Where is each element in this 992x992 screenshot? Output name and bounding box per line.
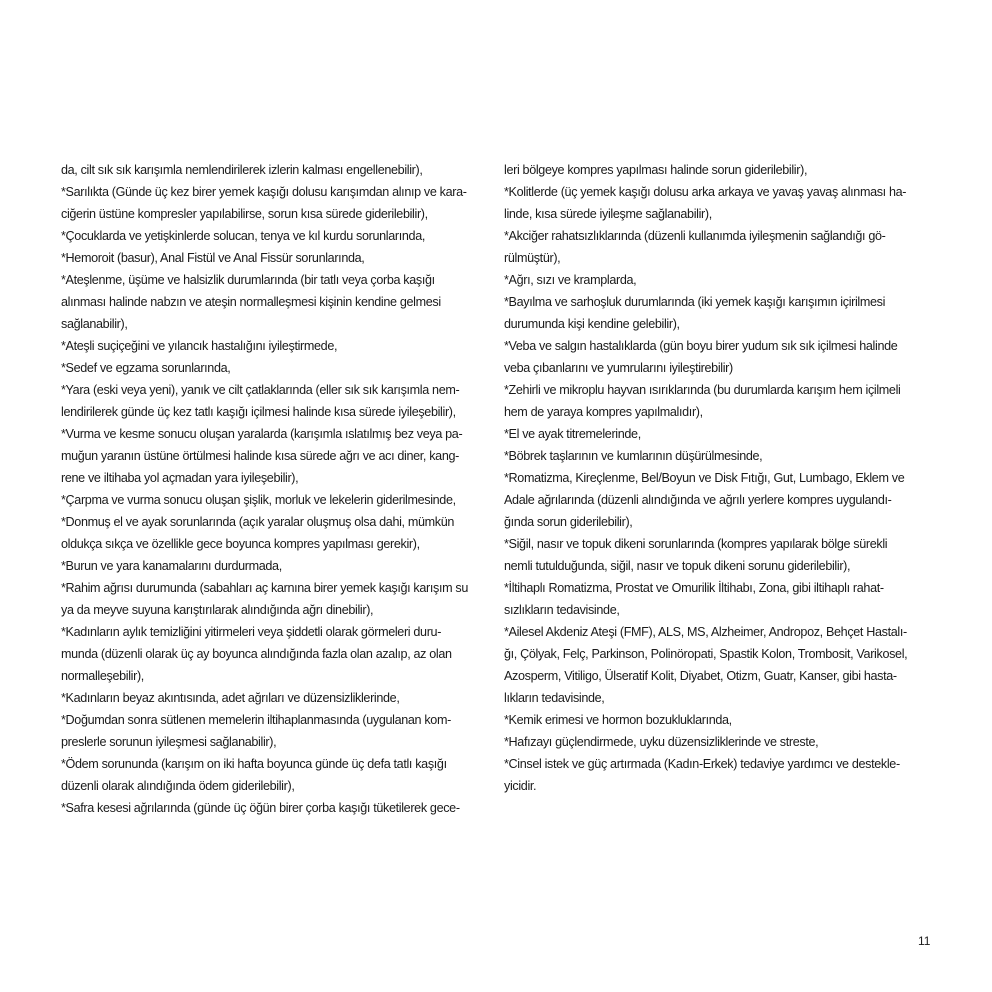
text-line: yicidir. [504,779,537,793]
text-line: *Kadınların aylık temizliğini yitirmeleri veya şiddetli olarak görmeleri duru- [61,625,442,639]
text-line: ya da meyve suyuna karıştırılarak alındığında ağrı dinebilir), [61,603,374,617]
text-line: *Donmuş el ve ayak sorunlarında (açık yaralar oluşmuş olsa dahi, mümkün [61,515,455,529]
text-line: Adale ağrılarında (düzenli alındığında ve ağrılı yerlere kompres uygulandı- [504,493,892,507]
text-line: düzenli olarak alındığında ödem giderilebilir), [61,779,295,793]
text-line: *Ateşlenme, üşüme ve halsizlik durumlarında (bir tatlı veya çorba kaşığı [61,273,435,287]
text-line: *Veba ve salgın hastalıklarda (gün boyu birer yudum sık sık içilmesi halinde [504,339,898,353]
text-line: leri bölgeye kompres yapılması halinde sorun giderilebilir), [504,163,808,177]
text-line: *El ve ayak titremelerinde, [504,427,641,441]
text-line: Azosperm, Vitiligo, Ülseratif Kolit, Diyabet, Otizm, Guatr, Kanser, gibi hasta- [504,669,897,683]
text-line: da, cilt sık sık karışımla nemlendirilerek izlerin kalması engellenebilir), [61,163,423,177]
text-line: *Böbrek taşlarının ve kumlarının düşürülmesinde, [504,449,763,463]
text-line: *Ailesel Akdeniz Ateşi (FMF), ALS, MS, Alzheimer, Andropoz, Behçet Hastalı- [504,625,907,639]
text-line: *Sarılıkta (Günde üç kez birer yemek kaşığı dolusu karışımdan alınıp ve kara- [61,185,467,199]
text-line: oldukça sıkça ve özellikle gece boyunca kompres yapılması gerekir), [61,537,420,551]
text-line: *Kemik erimesi ve hormon bozukluklarında, [504,713,732,727]
text-line: *Rahim ağrısı durumunda (sabahları aç karnına birer yemek kaşığı karışım su [61,581,469,595]
text-line: *Zehirli ve mikroplu hayvan ısırıklarında (bu durumlarda karışım hem içilmeli [504,383,901,397]
text-line: *Doğumdan sonra sütlenen memelerin iltihaplanmasında (uygulanan kom- [61,713,451,727]
text-line: nemli tutulduğunda, siğil, nasır ve topuk dikeni sorunu giderilebilir), [504,559,851,573]
text-line: *Cinsel istek ve güç artırmada (Kadın-Erkek) tedaviye yardımcı ve destekle- [504,757,900,771]
text-line: hem de yaraya kompres yapılmalıdır), [504,405,703,419]
text-line: sağlanabilir), [61,317,128,331]
right-text-column [504,159,932,797]
text-line: veba çıbanlarını ve yumrularını iyileştirebilir) [504,361,733,375]
text-line: rülmüştür), [504,251,561,265]
text-line: *Yara (eski veya yeni), yanık ve cilt çatlaklarında (eller sık sık karışımla nem- [61,383,460,397]
text-line: muğun yaranın üstüne örtülmesi halinde kısa sürede ağrı ve acı diner, kang- [61,449,459,463]
text-line: *Akciğer rahatsızlıklarında (düzenli kullanımda iyileşmenin sağlandığı gö- [504,229,886,243]
text-line: *Kadınların beyaz akıntısında, adet ağrıları ve düzensizliklerinde, [61,691,400,705]
text-line: ciğerin üstüne kompresler yapılabilirse, sorun kısa sürede giderilebilir), [61,207,428,221]
text-line: normalleşebilir), [61,669,144,683]
text-line: *Sedef ve egzama sorunlarında, [61,361,231,375]
text-line: *Ağrı, sızı ve kramplarda, [504,273,637,287]
text-line: *Kolitlerde (üç yemek kaşığı dolusu arka arkaya ve yavaş yavaş alınması ha- [504,185,907,199]
text-line: *Bayılma ve sarhoşluk durumlarında (iki yemek kaşığı karışımın içirilmesi [504,295,886,309]
text-line: *Çarpma ve vurma sonucu oluşan şişlik, morluk ve lekelerin giderilmesinde, [61,493,456,507]
text-line: alınması halinde nabzın ve ateşin normalleşmesi kişinin kendine gelmesi [61,295,441,309]
text-line: *Ateşli suçiçeğini ve yılancık hastalığını iyileştirmede, [61,339,338,353]
text-line: *Vurma ve kesme sonucu oluşan yaralarda (karışımla ıslatılmış bez veya pa- [61,427,463,441]
text-line: *Ödem sorununda (karışım on iki hafta boyunca günde üç defa tatlı kaşığı [61,757,447,771]
page-number: 11 [918,934,931,948]
text-line: linde, kısa sürede iyileşme sağlanabilir), [504,207,712,221]
text-line: *Hafızayı güçlendirmede, uyku düzensizliklerinde ve streste, [504,735,819,749]
text-line: munda (düzenli olarak üç ay boyunca alındığında fazla olan azalıp, az olan [61,647,452,661]
text-line: rene ve iltihaba yol açmadan yara iyileşebilir), [61,471,299,485]
text-line: lıkların tedavisinde, [504,691,605,705]
text-line: *Çocuklarda ve yetişkinlerde solucan, tenya ve kıl kurdu sorunlarında, [61,229,426,243]
text-line: durumunda kişi kendine gelebilir), [504,317,680,331]
text-line: *Siğil, nasır ve topuk dikeni sorunlarında (kompres yapılarak bölge sürekli [504,537,888,551]
text-line: *Burun ve yara kanamalarını durdurmada, [61,559,282,573]
text-line: *Safra kesesi ağrılarında (günde üç öğün birer çorba kaşığı tüketilerek gece- [61,801,460,815]
text-line: sızlıkların tedavisinde, [504,603,620,617]
text-line: ğı, Çölyak, Felç, Parkinson, Polinöropati, Spastik Kolon, Trombosit, Varikosel, [504,647,908,661]
text-line: *Romatizma, Kireçlenme, Bel/Boyun ve Disk Fıtığı, Gut, Lumbago, Eklem ve [504,471,905,485]
text-line: lendirilerek günde üç kez tatlı kaşığı içilmesi halinde kısa sürede iyileşebilir), [61,405,456,419]
text-line: preslerle sorunun iyileşmesi sağlanabilir), [61,735,277,749]
text-line: *İltihaplı Romatizma, Prostat ve Omurilik İltihabı, Zona, gibi iltihaplı rahat- [504,581,884,595]
left-text-column [61,159,489,819]
text-line: *Hemoroit (basur), Anal Fistül ve Anal Fissür sorunlarında, [61,251,365,265]
text-line: ğında sorun giderilebilir), [504,515,633,529]
